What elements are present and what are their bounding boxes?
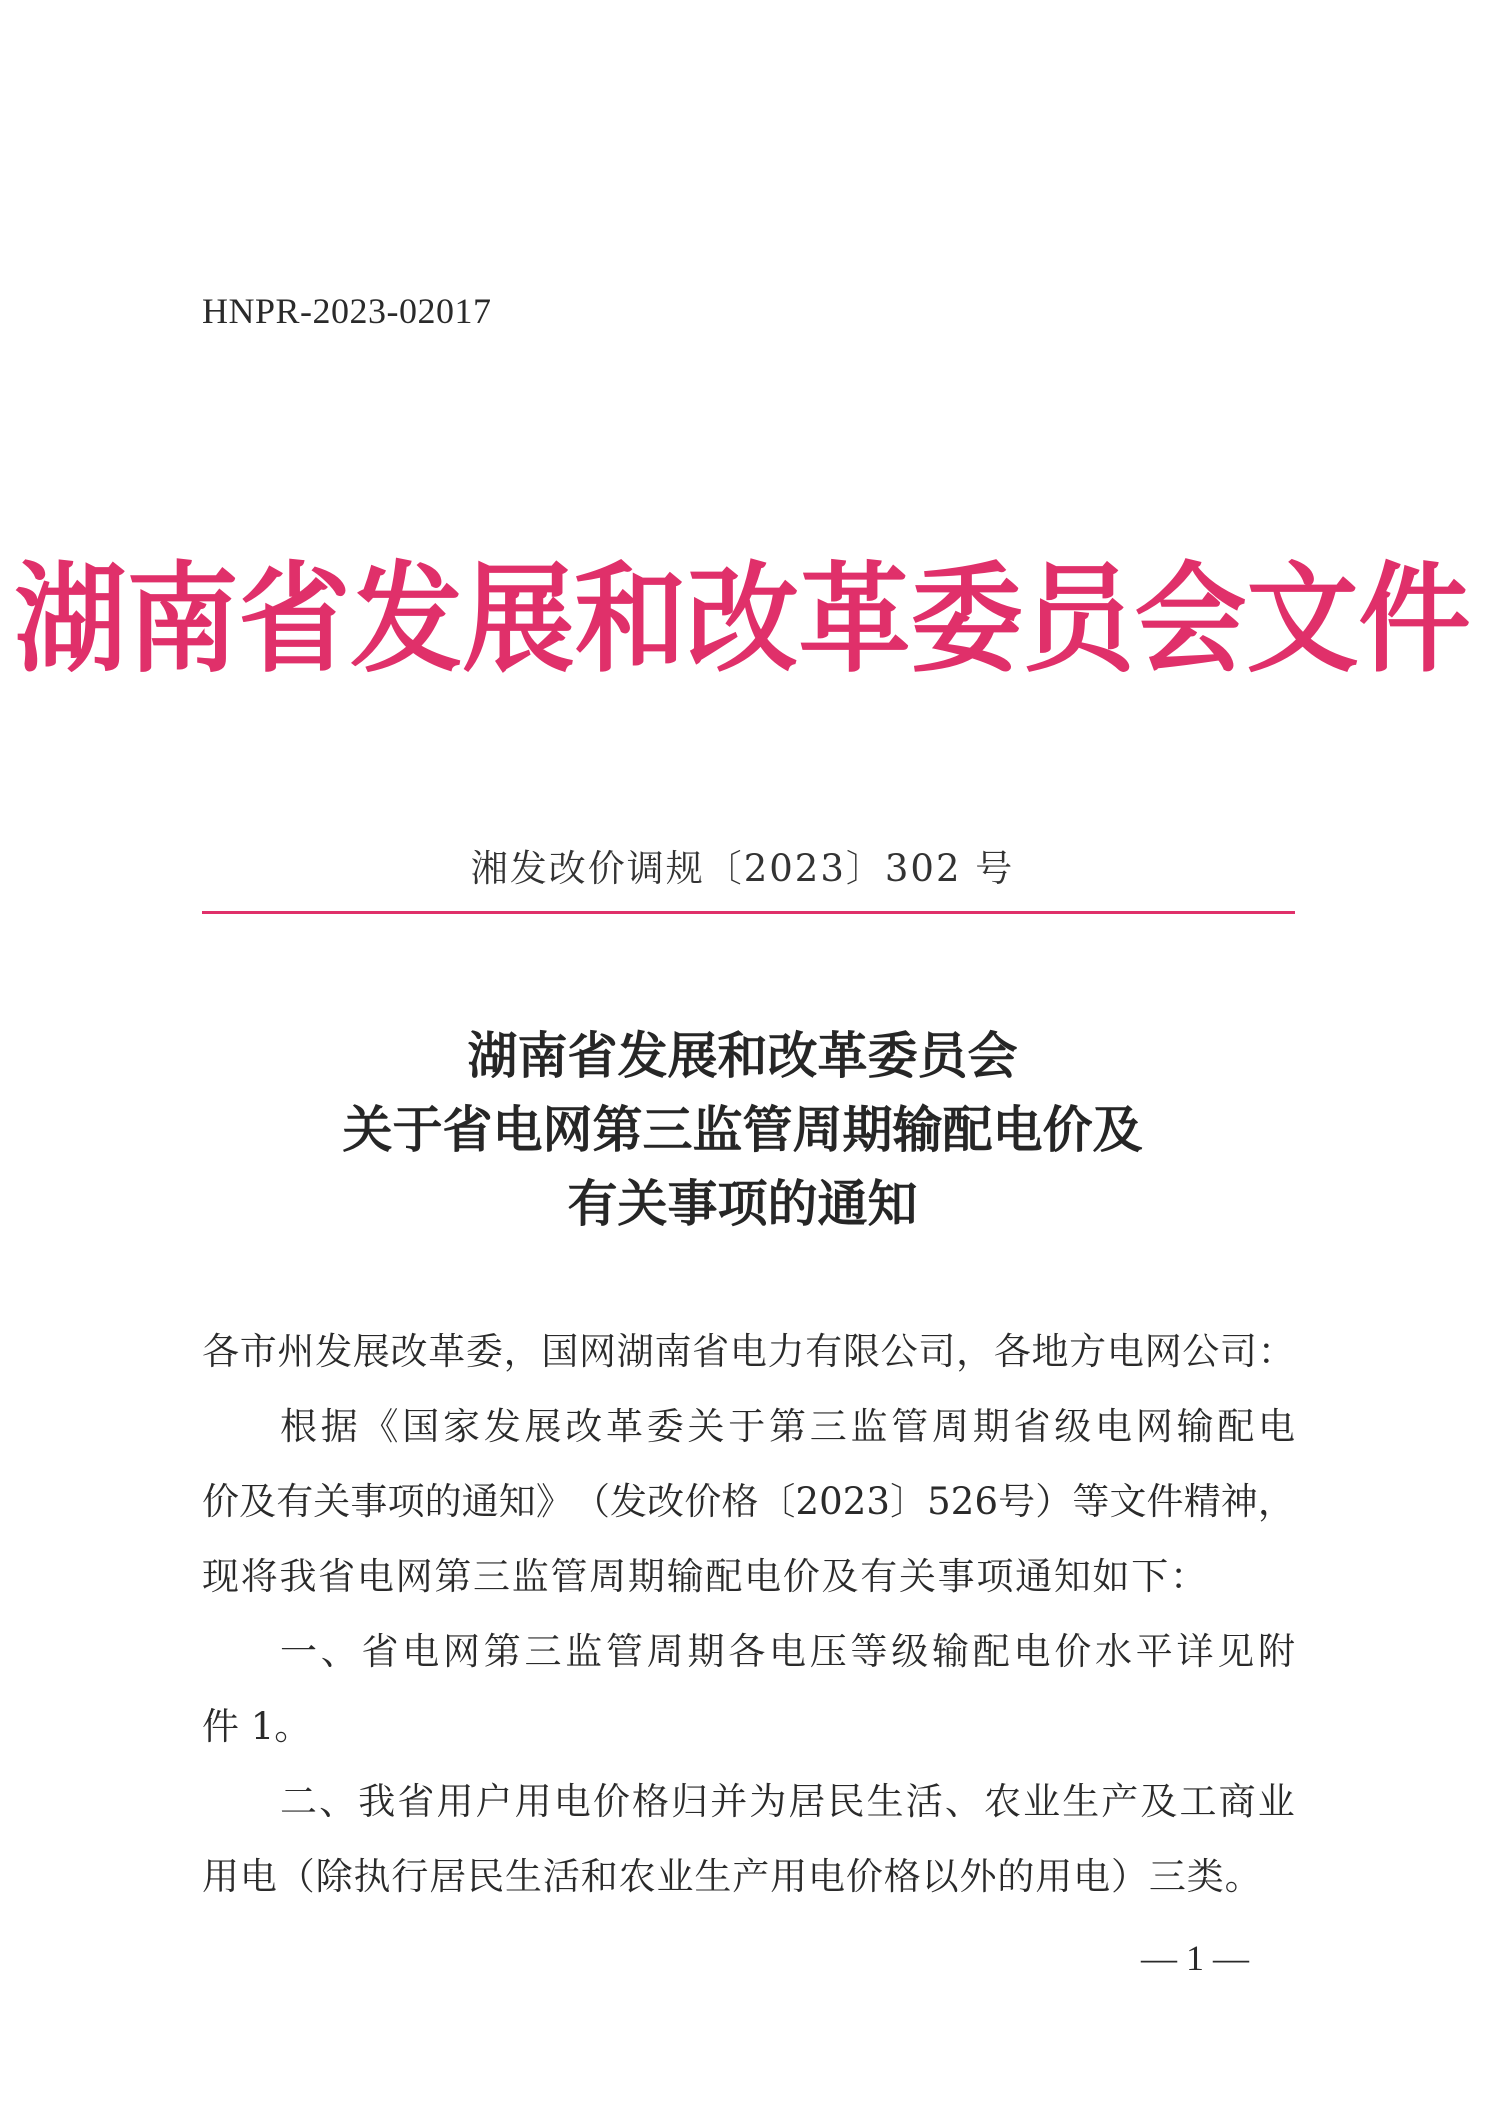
body-line-8: 用 电 （ 除 执 行 居 民 生 活 和 农 业 生 产 用 电 价 格 以 外 的 用 电 ） 三 类 。 <box>202 1855 1262 1898</box>
notice-title-line-1: 湖南省发展和改革委员会 <box>467 1026 1018 1085</box>
body-line-5: 一 、 省 电 网 第 三 监 管 周 期 各 电 压 等 级 输 配 电 价 水 平 详 见 附 <box>280 1630 1295 1673</box>
file-number: 湘发改价调规〔2023〕302 号 <box>470 847 1015 890</box>
body-line-4: 现 将 我 省 电 网 第 三 监 管 周 期 输 配 电 价 及 有 关 事 项 通 知 如 下 ： <box>202 1555 1207 1598</box>
page-number: — 1 — <box>1141 1938 1249 1978</box>
body-line-addressees: 各 市 州 发 展 改 革 委 ， 国 网 湖 南 省 电 力 有 限 公 司 ， 各 地 方 电 网 公 司 ： <box>202 1330 1295 1373</box>
masthead-title: 湖南省发展和改革委员会文件 <box>14 550 1471 689</box>
document-code: HNPR-2023-02017 <box>202 291 492 331</box>
body-line-2: 根 据 《 国 家 发 展 改 革 委 关 于 第 三 监 管 周 期 省 级 电 网 输 配 电 <box>280 1405 1295 1448</box>
red-divider <box>202 911 1295 914</box>
notice-title-line-3: 有关事项的通知 <box>567 1174 918 1233</box>
body-line-3: 价 及 有 关 事 项 的 通 知 》 （ 发 改 价 格 〔 2 0 2 3 〕 5 2 6 号 ） 等 文 件 精 神 ， <box>202 1480 1295 1523</box>
body-line-6: 件 1。 <box>202 1705 312 1748</box>
notice-title-line-2: 关于省电网第三监管周期输配电价及 <box>342 1100 1143 1159</box>
body-line-7: 二 、 我 省 用 户 用 电 价 格 归 并 为 居 民 生 活 、 农 业 生 产 及 工 商 业 <box>280 1780 1295 1823</box>
